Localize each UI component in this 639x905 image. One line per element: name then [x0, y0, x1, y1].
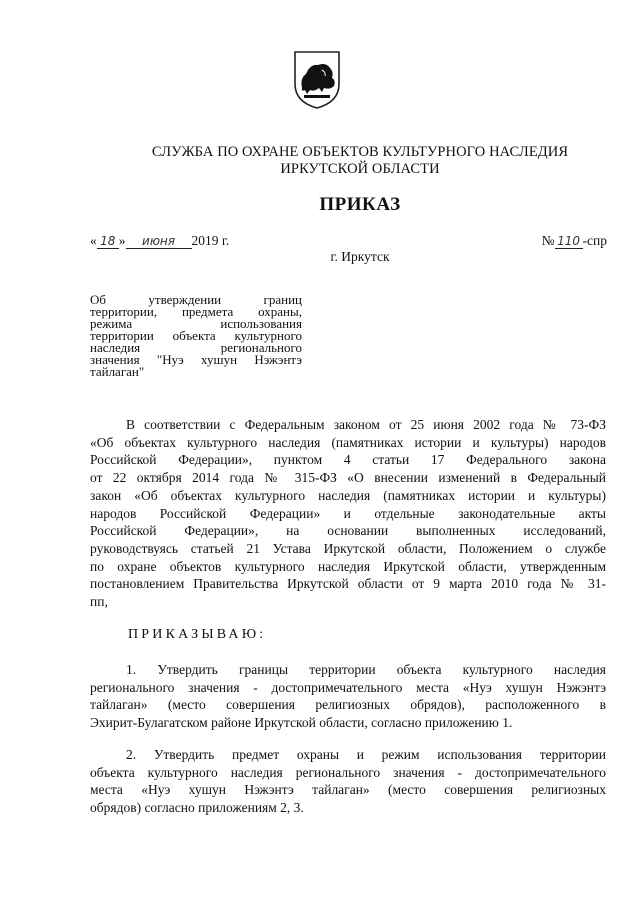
subject-line: территории, предмета охраны,	[90, 304, 302, 319]
date-day-handwritten: 18	[97, 234, 119, 249]
subject-line: наследия регионального	[90, 340, 302, 355]
date-month-handwritten: июня	[126, 234, 192, 249]
date-close-quote: »	[118, 233, 126, 248]
subject-line: Об утверждении границ	[90, 292, 302, 307]
preamble-line: В соответствии с Федеральным законом от 25 июня 2002 года № 73-ФЗ	[126, 417, 606, 432]
preamble-line: пп,	[90, 594, 108, 610]
document-subject	[90, 294, 302, 378]
preamble-paragraph	[90, 416, 606, 611]
item-1-line: тайлаган» (место совершения религиозных обрядов), расположенного в	[90, 697, 606, 713]
number-suffix: -спр	[582, 233, 607, 248]
preamble-line: постановлением Правительства Иркутской области от 9 марта 2010 года № 31-	[90, 576, 606, 592]
number-handwritten: 110	[555, 234, 583, 249]
preamble-line: от 22 октября 2014 года № 315-ФЗ «О внесении изменений в Федеральный	[90, 470, 606, 486]
order-word: ПРИКАЗЫВАЮ:	[128, 627, 267, 642]
document-number	[542, 233, 607, 249]
preamble-line: закон «Об объектах культурного наследия (памятниках истории и культуры)	[90, 487, 606, 503]
item-1-line: регионального значения - достопримечательного места «Нуэ хушун Нэжэнтэ	[90, 679, 606, 695]
preamble-line: Российской Федерации», пунктом 4 статьи 17 Федерального закона	[90, 452, 606, 468]
agency-name-line2: ИРКУТСКОЙ ОБЛАСТИ	[280, 161, 440, 177]
coat-of-arms-icon	[292, 50, 342, 110]
item-2-line: места «Нуэ хушун Нэжэнтэ тайлаган» (место совершения религиозных	[90, 782, 606, 798]
number-prefix: №	[541, 233, 555, 248]
document-type-title: ПРИКАЗ	[319, 194, 401, 215]
agency-name-line1: СЛУЖБА ПО ОХРАНЕ ОБЪЕКТОВ КУЛЬТУРНОГО НАСЛЕДИЯ	[151, 144, 569, 160]
item-2-line: 2. Утвердить предмет охраны и режим использования территории	[126, 747, 606, 762]
item-2-line: обрядов) согласно приложениям 2, 3.	[90, 800, 304, 816]
item-1-line: Эхирит-Булагатском районе Иркутской области, согласно приложению 1.	[90, 715, 513, 731]
preamble-line: «Об объектах культурного наследия (памятниках истории и культуры) народов	[90, 434, 606, 450]
item-1-line: 1. Утвердить границы территории объекта культурного наследия	[126, 662, 606, 677]
preamble-line: Российской Федерации», на основании выполненных исследований,	[90, 523, 606, 539]
subject-line: значения "Нуэ хушун Нэжэнтэ	[90, 352, 302, 367]
document-city: г. Иркутск	[330, 249, 390, 264]
date-year: 2019 г.	[191, 233, 230, 248]
item-2-line: объекта культурного наследия регионального значения - достопримечательного	[90, 764, 606, 780]
preamble-line: по охране объектов культурного наследия Иркутской области, утвержденным	[90, 558, 606, 574]
subject-line: тайлаган"	[90, 364, 145, 379]
date-open-quote: «	[90, 233, 97, 248]
order-item-1	[90, 661, 606, 732]
preamble-line: народов Российской Федерации» и отдельные законодательные акты	[90, 505, 606, 521]
subject-line: территории объекта культурного	[90, 328, 302, 343]
preamble-line: руководствуясь статьей 21 Устава Иркутской области, Положением о службе	[90, 540, 606, 556]
order-item-2	[90, 746, 606, 817]
subject-line: режима использования	[90, 316, 302, 331]
document-date	[90, 233, 229, 249]
